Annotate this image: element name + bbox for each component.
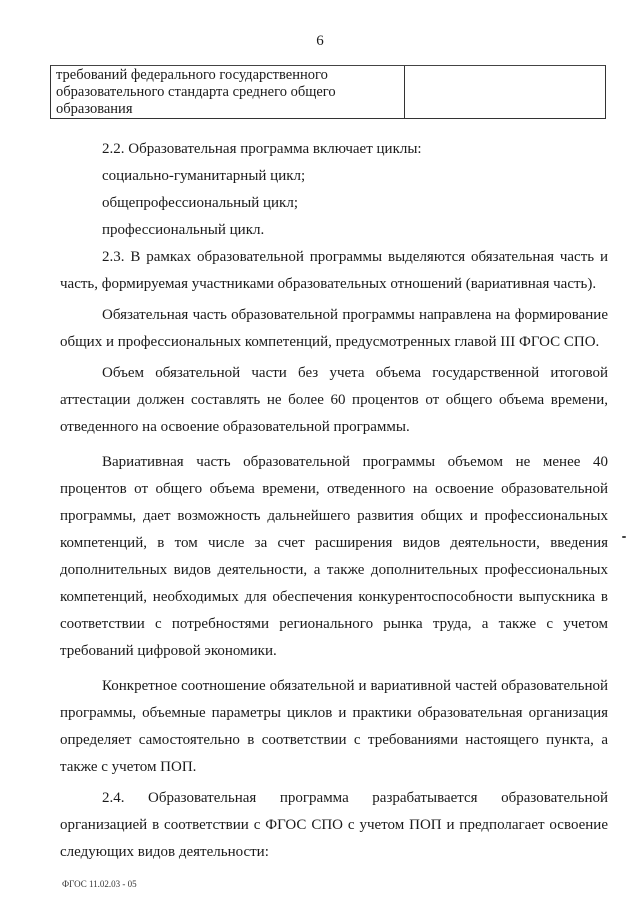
table-cell-line: образовательного стандарта среднего общего	[56, 84, 336, 100]
paragraph-mandatory-volume: Объем обязательной части без учета объема государственной итоговой аттестации должен составлять не более 60 процентов от общего объема времени, отведенного на освоение образовательной программы.	[60, 365, 608, 435]
paragraph-2-3: 2.3. В рамках образовательной программы выделяются обязательная часть и часть, формируемая участниками образовательных отношений (вариативная часть).	[60, 249, 608, 292]
scan-mark	[622, 536, 626, 538]
paragraph-2-2: 2.2. Образовательная программа включает циклы:	[102, 141, 422, 157]
document-footer: ФГОС 11.02.03 - 05	[62, 879, 137, 889]
list-item-cycle-1: социально-гуманитарный цикл;	[102, 168, 306, 184]
paragraph-2-4: 2.4. Образовательная программа разрабатывается образовательной организацией в соответствии с ФГОС СПО с учетом ПОП и предполагает освоение следующих видов деятельности:	[60, 790, 608, 860]
document-body	[60, 136, 608, 866]
table-fragment	[50, 65, 606, 119]
table-cell-line: образования	[56, 101, 133, 117]
paragraph-mandatory-part: Обязательная часть образовательной программы направлена на формирование общих и профессиональных компетенций, предусмотренных главой III ФГОС СПО.	[60, 307, 608, 350]
paragraph-ratio: Конкретное соотношение обязательной и вариативной частей образовательной программы, объемные параметры циклов и практики образовательная организация определяет самостоятельно в соответствии с требованиями настоящего пункта, а также с учетом ПОП.	[60, 678, 608, 775]
table-cell-left	[51, 66, 405, 118]
page-number: 6	[316, 33, 324, 49]
list-item-cycle-3: профессиональный цикл.	[102, 222, 265, 238]
table-cell-line: требований федерального государственного	[56, 67, 328, 83]
paragraph-variative-part: Вариативная часть образовательной программы объемом не менее 40 процентов от общего объема времени, отведенного на освоение образовательной программы, дает возможность дальнейшего развития общих и профессиональных компетенций, в том числе за счет расширения видов деятельности, введения дополнительных видов деятельности, а также дополнительных профессиональных компетенций, необходимых для обеспечения конкурентоспособности выпускника в соответствии с потребностями регионального рынка труда, а также с учетом требований цифровой экономики.	[60, 454, 608, 659]
list-item-cycle-2: общепрофессиональный цикл;	[102, 195, 298, 211]
table-cell-right	[405, 66, 605, 118]
